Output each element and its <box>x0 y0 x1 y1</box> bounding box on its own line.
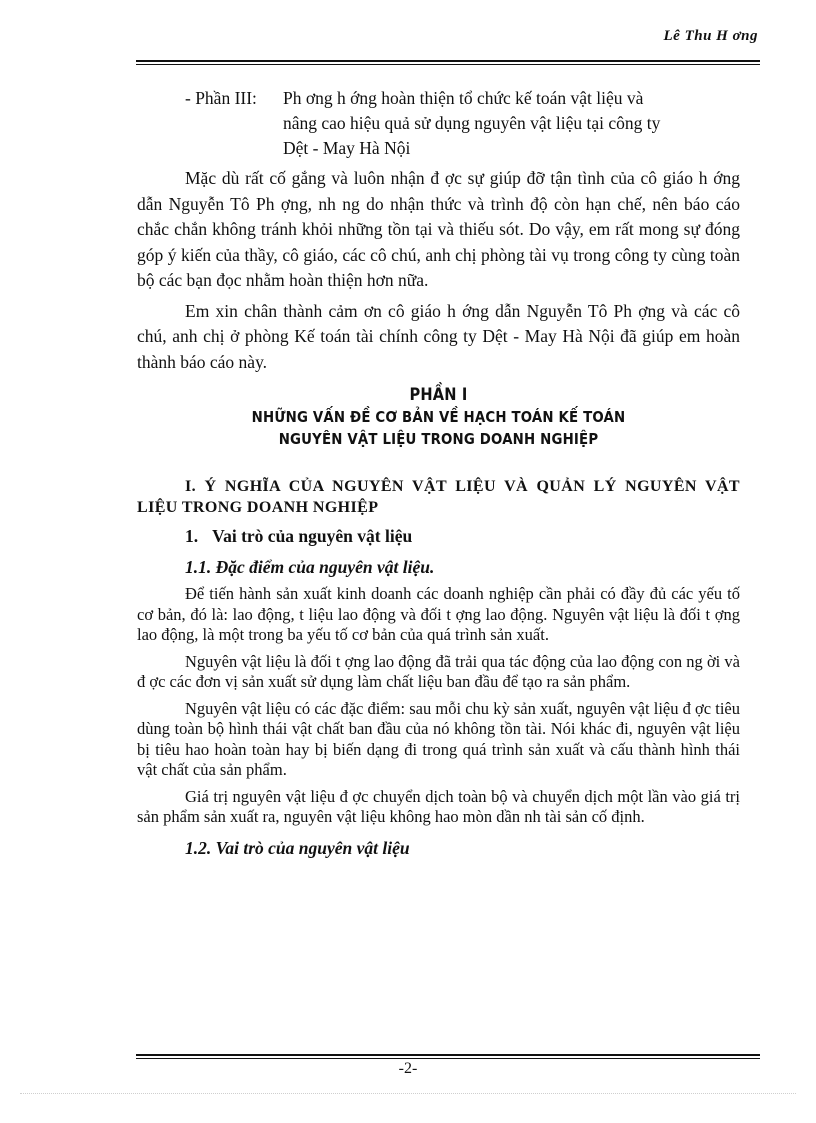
header-rule-thick <box>136 60 760 62</box>
header-author: Lê Thu H ơng <box>663 28 758 44</box>
header-rule-thin <box>136 64 760 65</box>
part-title-line-1: PHẦN I <box>409 385 468 405</box>
subsubsection-heading-1: 1.1. Đặc điểm của nguyên vật liệu. <box>185 557 435 577</box>
part-list-text <box>283 86 740 161</box>
intro-paragraph-2: Em xin chân thành cảm ơn cô giáo h ớng dẫn Nguyễn Tô Ph ợng và các cô chú, anh chị ở phòng Kế toán tài chính công ty Dệt - May Hà Nội đã giúp em hoàn thành báo cáo này. <box>137 300 740 372</box>
intro-paragraph-1: Mặc dù rất cố gắng và luôn nhận đ ợc sự giúp đỡ tận tình của cô giáo h ớng dẫn Nguyễn Tô Ph ợng, nh ng do nhận thức và trình độ còn hạn chế, nên báo cáo chắc chắn không tránh khỏi những tồn tại và thiếu sót. Do vậy, em rất mong sự đóng góp ý kiến của thầy, cô giáo, các cô chú, anh chị phòng tài vụ trong công ty cùng toàn bộ các bạn đọc nhằm hoàn thiện hơn nữa. <box>137 168 740 290</box>
page-body <box>137 86 740 859</box>
footer-rule-thick <box>136 1054 760 1056</box>
part-list-line: nâng cao hiệu quả sử dụng nguyên vật liệu tại công ty <box>283 113 661 133</box>
part-list-label: - Phần III: <box>185 88 257 108</box>
part-title-line-2: NHỮNG VẤN ĐỀ CƠ BẢN VỀ HẠCH TOÁN KẾ TOÁN <box>251 408 626 426</box>
section-heading: I. Ý NGHĨA CỦA NGUYÊN VẬT LIỆU VÀ QUẢN LÝ NGUYÊN VẬT LIỆU TRONG DOANH NGHIỆP <box>137 478 740 516</box>
body-paragraph: Để tiến hành sản xuất kinh doanh các doanh nghiệp cần phải có đầy đủ các yếu tố cơ bản, đó là: lao động, t liệu lao động và đối t ợng lao động. Nguyên vật liệu là đối t ợng lao động, là một trong ba yếu tố cơ bản của quá trình sản xuất. <box>137 584 740 644</box>
footer-rule-thin <box>136 1058 760 1059</box>
body-paragraph: Nguyên vật liệu là đối t ợng lao động đã trải qua tác động của lao động con ng ời và đ ợc các đơn vị sản xuất sử dụng làm chất liệu ban đầu để tạo ra sản phẩm. <box>137 651 740 691</box>
part-list-line: Dệt - May Hà Nội <box>283 138 411 158</box>
body-paragraph: Nguyên vật liệu có các đặc điểm: sau mỗi chu kỳ sản xuất, nguyên vật liệu đ ợc tiêu dùng toàn bộ hình thái vật chất ban đầu của nó không tồn tài. Nói khác đi, nguyên vật liệu bị tiêu hao hoàn toàn hay bị biến dạng đi trong quá trình sản xuất và cấu thành hình thái vật chất của sản phẩm. <box>137 698 740 779</box>
body-paragraph: Giá trị nguyên vật liệu đ ợc chuyển dịch toàn bộ và chuyển dịch một lần vào giá trị sản phẩm sản xuất ra, nguyên vật liệu không hao mòn dần nh tài sản cố định. <box>137 786 740 826</box>
subsection-number: 1. <box>185 526 199 546</box>
part-title-line-3: NGUYÊN VẬT LIỆU TRONG DOANH NGHIỆP <box>278 430 599 448</box>
part-list-item <box>185 86 740 161</box>
subsection-heading <box>185 526 740 547</box>
subsection-title: Vai trò của nguyên vật liệu <box>212 526 413 546</box>
part-title <box>179 384 698 450</box>
page-number: -2- <box>398 1060 418 1077</box>
subsubsection-heading-2: 1.2. Vai trò của nguyên vật liệu <box>185 837 410 858</box>
part-list-line: Ph ơng h ớng hoàn thiện tổ chức kế toán vật liệu và <box>283 88 644 108</box>
page-edge-dotted-line <box>20 1093 796 1094</box>
